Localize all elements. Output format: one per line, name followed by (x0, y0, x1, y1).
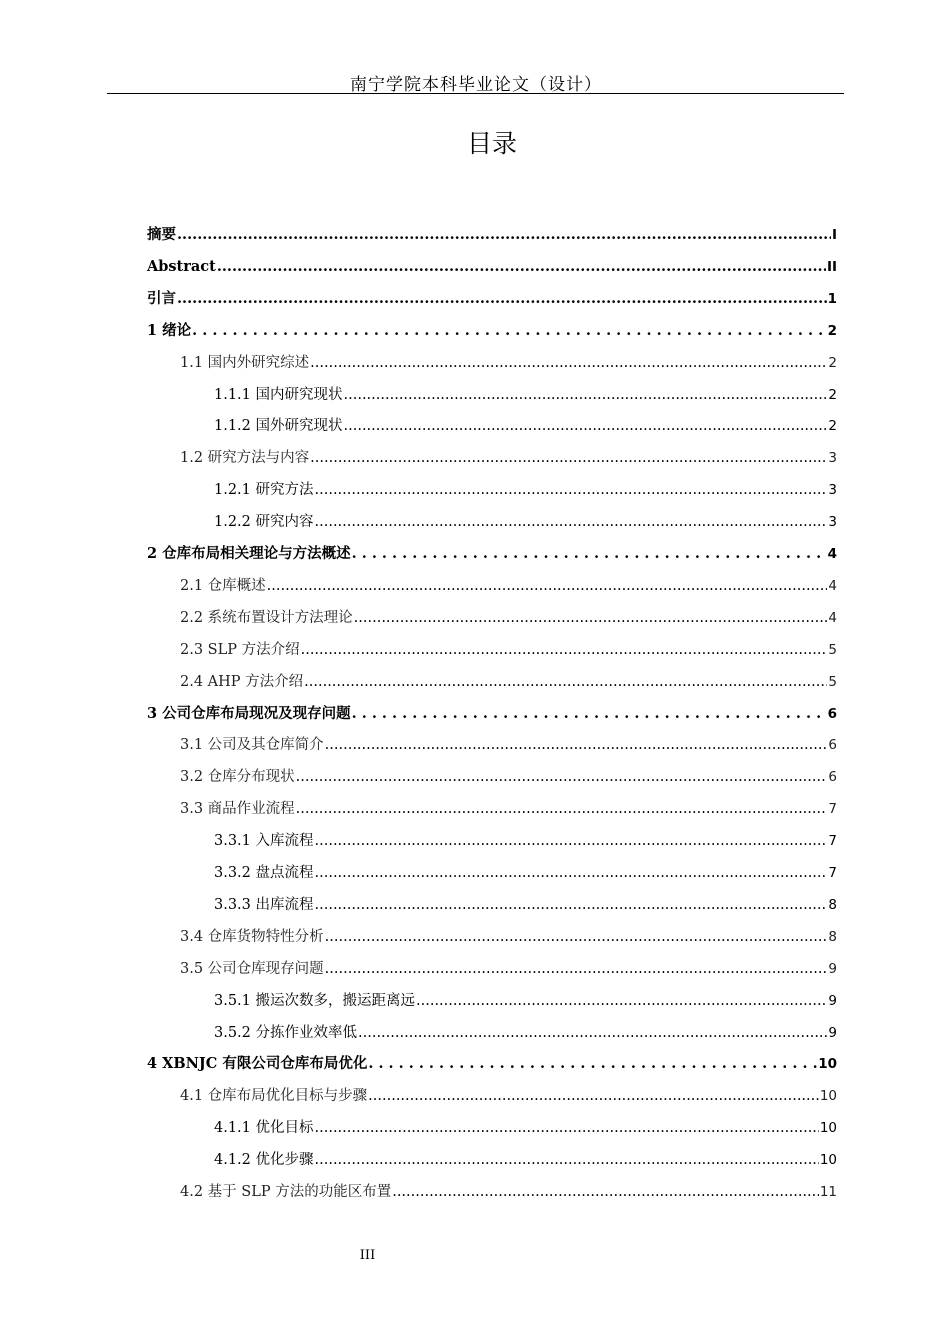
toc-entry-page: 11 (819, 1184, 837, 1200)
toc-entry[interactable] (147, 289, 837, 309)
toc-entry[interactable] (214, 1118, 837, 1138)
toc-entry[interactable] (214, 863, 837, 883)
toc-entry-page: 10 (818, 1056, 837, 1073)
toc-entry[interactable] (180, 1086, 837, 1106)
toc-entry-label: 1.2 研究方法与内容 (180, 450, 310, 467)
toc-entry[interactable] (214, 991, 837, 1011)
toc-entry-label: 2.3 SLP 方法介绍 (180, 641, 300, 658)
toc-entry[interactable] (180, 767, 837, 787)
toc-entry-page: 3 (828, 450, 837, 467)
toc-entry-page: 2 (827, 322, 837, 339)
toc-leader-dots (344, 416, 828, 436)
toc-entry-label: 3.5 公司仓库现存问题 (180, 960, 324, 977)
toc-entry[interactable] (214, 385, 837, 405)
toc-entry-page: 6 (828, 769, 837, 786)
toc-entry-label: 摘要 (147, 226, 176, 243)
toc-leader-dots (310, 353, 827, 373)
toc-entry[interactable] (180, 799, 837, 819)
toc-entry-page: 2 (828, 354, 837, 371)
toc-entry-page: 6 (828, 737, 837, 754)
toc-leader-dots (267, 576, 828, 596)
toc-entry-label: 3.3 商品作业流程 (180, 801, 295, 818)
toc-entry-label: 4.1 仓库布局优化目标与步骤 (180, 1088, 368, 1105)
toc-entry-page: 7 (828, 801, 837, 818)
toc-entry-page: 3 (828, 482, 837, 499)
toc-leader-dots (352, 704, 827, 724)
toc-leader-dots (315, 512, 828, 532)
toc-leader-dots (368, 1086, 819, 1106)
toc-entry-label: 3.1 公司及其仓库简介 (180, 737, 324, 754)
toc-leader-dots (325, 959, 828, 979)
toc-entry-page: 4 (827, 546, 837, 562)
toc-leader-dots (416, 991, 827, 1011)
toc-leader-dots (325, 735, 828, 755)
toc-entry[interactable] (180, 927, 837, 947)
toc-entry-page: 7 (828, 833, 837, 850)
toc-leader-dots (392, 1182, 819, 1202)
toc-leader-dots (217, 257, 826, 277)
toc-entry[interactable] (214, 1150, 837, 1170)
toc-entry-label: 1.1 国内外研究综述 (180, 354, 310, 371)
toc-entry[interactable] (214, 831, 837, 851)
toc-entry[interactable] (147, 1054, 837, 1074)
toc-leader-dots (315, 863, 828, 883)
toc-entry[interactable] (214, 416, 837, 436)
toc-entry[interactable] (147, 321, 837, 341)
toc-entry[interactable] (214, 512, 837, 532)
toc-entry[interactable] (180, 448, 837, 468)
toc-entry-page: 4 (828, 609, 837, 626)
toc-entry-page: 3 (828, 514, 837, 531)
toc-entry-label: 2.4 AHP 方法介绍 (180, 673, 304, 690)
toc-leader-dots (352, 544, 827, 564)
toc-entry-label: 2.2 系统布置设计方法理论 (180, 609, 353, 626)
toc-leader-dots (192, 321, 826, 341)
toc-entry[interactable] (214, 480, 837, 500)
toc-entry-page: 5 (828, 641, 837, 658)
toc-entry-page: 2 (828, 418, 837, 435)
toc-entry-label: 3.5.1 搬运次数多，搬运距离远 (214, 992, 416, 1009)
toc-leader-dots (315, 895, 828, 915)
toc-entry[interactable] (147, 225, 837, 245)
toc-leader-dots (310, 448, 827, 468)
toc-leader-dots (315, 1150, 819, 1170)
toc-entry[interactable] (147, 704, 837, 724)
toc-entry-label: 3.3.3 出库流程 (214, 896, 314, 913)
toc-leader-dots (296, 799, 828, 819)
toc-entry-page: 9 (828, 992, 837, 1009)
toc-entry-page: 8 (828, 928, 837, 945)
toc-entry-page: 7 (828, 865, 837, 881)
toc-entry-page: 9 (828, 960, 837, 977)
toc-entry[interactable] (180, 640, 837, 660)
toc-entry-label: 3.3.2 盘点流程 (214, 865, 314, 881)
toc-leader-dots (325, 927, 828, 947)
toc-entry[interactable] (180, 672, 837, 692)
toc-leader-dots (304, 672, 827, 692)
toc-entry[interactable] (147, 544, 837, 564)
toc-leader-dots (177, 289, 827, 309)
toc-entry-label: 1.2.1 研究方法 (214, 482, 314, 499)
toc-entry-label: 4.1.2 优化步骤 (214, 1152, 314, 1169)
toc-entry-page: 5 (828, 673, 837, 690)
toc-entry-page: 10 (819, 1152, 837, 1169)
toc-entry-page: 1 (827, 290, 837, 307)
toc-entry-label: 1.1.1 国内研究现状 (214, 386, 343, 403)
header-rule (107, 93, 844, 94)
toc-entry-label: 4.2 基于 SLP 方法的功能区布置 (180, 1184, 392, 1200)
toc-entry-page: I (831, 227, 837, 243)
toc-entry[interactable] (214, 1023, 837, 1043)
toc-entry-label: 1 绪论 (147, 321, 192, 339)
toc-entry-label: 1.1.2 国外研究现状 (214, 418, 343, 435)
toc-entry-page: 10 (819, 1088, 837, 1105)
toc-leader-dots (368, 1054, 817, 1074)
toc-entry-page: 8 (828, 896, 837, 913)
page-number: III (359, 1248, 376, 1263)
toc-leader-dots (315, 480, 828, 500)
toc-entry[interactable] (180, 576, 837, 596)
toc-entry-label: 3.4 仓库货物特性分析 (180, 928, 324, 945)
toc-leader-dots (315, 831, 828, 851)
toc-entry-label: 1.2.2 研究内容 (214, 514, 314, 531)
toc-entry[interactable] (214, 895, 837, 915)
toc-entry-page: II (826, 258, 837, 275)
toc-entry-page: 2 (828, 386, 837, 403)
toc-entry-label: 2 仓库布局相关理论与方法概述 (147, 545, 351, 562)
toc-entry-label: 3.5.2 分拣作业效率低 (214, 1024, 358, 1041)
toc-entry[interactable] (180, 1182, 837, 1202)
toc-entry-page: 4 (828, 577, 837, 594)
toc-leader-dots (301, 640, 828, 660)
toc-entry-page: 10 (819, 1120, 837, 1137)
toc-entry-label: 3 公司仓库布局现况及现存问题 (147, 704, 351, 722)
toc-entry[interactable] (180, 608, 837, 628)
toc-leader-dots (358, 1023, 827, 1043)
toc-leader-dots (315, 1118, 819, 1138)
toc-entry-page: 9 (828, 1024, 837, 1041)
toc-entry[interactable] (180, 959, 837, 979)
toc-entry-label: 2.1 仓库概述 (180, 577, 266, 594)
toc-entry-label: 3.3.1 入库流程 (214, 833, 314, 850)
toc-leader-dots (344, 385, 828, 405)
toc-title: 目录 (466, 129, 517, 158)
toc-entry[interactable] (180, 353, 837, 373)
toc-leader-dots (354, 608, 828, 628)
toc-entry-label: 3.2 仓库分布现状 (180, 769, 295, 786)
toc-entry-label: 4 XBNJC 有限公司仓库布局优化 (147, 1055, 368, 1073)
page-header: 南宁学院本科毕业论文（设计） (350, 75, 602, 95)
toc-entry-page: 6 (827, 705, 837, 722)
toc-entry-label: 4.1.1 优化目标 (214, 1120, 314, 1137)
toc-leader-dots (296, 767, 828, 787)
toc-entry-label: 引言 (147, 289, 176, 307)
toc-entry[interactable] (180, 735, 837, 755)
toc-entry-label: Abstract (147, 257, 216, 275)
toc-leader-dots (177, 225, 831, 245)
toc-entry[interactable] (147, 257, 837, 277)
